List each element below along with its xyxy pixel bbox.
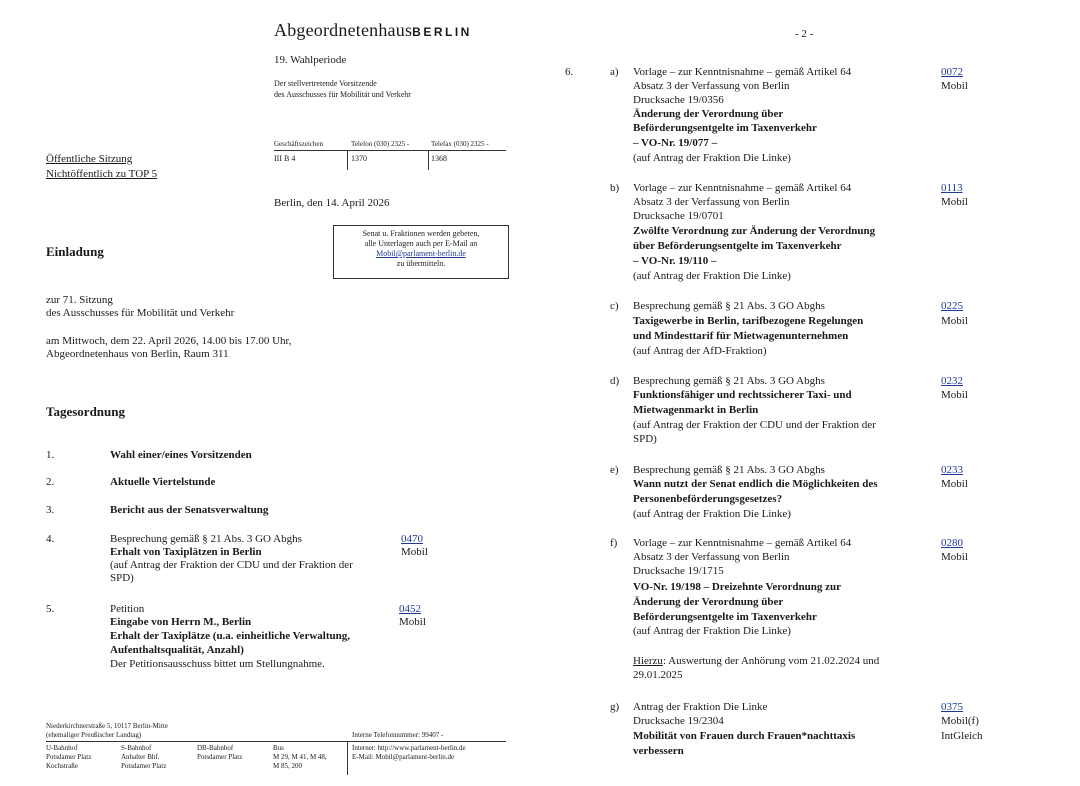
item6a-bold1: Änderung der Verordnung über [633, 108, 784, 120]
agenda-item5-bold3: Aufenthaltsqualität, Anzahl) [110, 644, 244, 656]
footer-intern-phone: Interne Telefonnummer: 99407 - [352, 731, 444, 739]
agenda-item3-title: Bericht aus der Senatsverwaltung [110, 504, 269, 516]
item6a-line7: (auf Antrag der Fraktion Die Linke) [633, 152, 791, 164]
agenda-item5-bold2: Erhalt der Taxiplätze (u.a. einheitliche Verwaltung, [110, 630, 350, 642]
agenda-item5-committee: Mobil [399, 616, 426, 628]
footer-rule [46, 741, 506, 742]
footer-bus-a: M 29, M 41, M 48, [273, 753, 327, 761]
agenda-item5-num: 5. [46, 603, 55, 615]
item6a-line2: Absatz 3 der Verfassung von Berlin [633, 80, 790, 92]
item6f-hierzu-label: Hierzu [633, 655, 663, 667]
item6b-line2: Absatz 3 der Verfassung von Berlin [633, 196, 790, 208]
agenda-title: Tagesordnung [46, 404, 125, 419]
item6e-line4: (auf Antrag der Fraktion Die Linke) [633, 508, 791, 520]
ref-col2-value: 1370 [351, 154, 367, 163]
item6c-label: c) [610, 300, 619, 312]
item6b-line1: Vorlage – zur Kenntnisnahme – gemäß Artikel 64 [633, 182, 852, 194]
footer-internet: Internet: http://www.parlament-berlin.de [352, 744, 466, 752]
item6f-committee: Mobil [941, 551, 968, 563]
agenda-item1-title: Wahl einer/eines Vorsitzenden [110, 449, 252, 461]
footer-ubahn-b: Kochstraße [46, 762, 78, 770]
item6f-label: f) [610, 537, 618, 549]
item6f-bold3: Beförderungsentgelte im Taxenverkehr [633, 611, 817, 623]
footer-address1: Niederkirchnerstraße 5, 10117 Berlin-Mitte [46, 722, 168, 730]
item6f-ref-link[interactable]: 0280 [941, 537, 963, 549]
brand-main: Abgeordnetenhaus [274, 20, 413, 40]
item6c-bold1: Taxigewerbe in Berlin, tarifbezogene Regelungen [633, 315, 864, 327]
footer-db-head: DB-Bahnhof [197, 744, 234, 752]
item6f-bold2: Änderung der Verordnung über [633, 596, 784, 608]
item6b-line7: (auf Antrag der Fraktion Die Linke) [633, 270, 791, 282]
item6e-bold1: Wann nutzt der Senat endlich die Möglichkeiten des [633, 478, 878, 490]
item6a-label: a) [610, 66, 619, 78]
item6c-ref-link[interactable]: 0225 [941, 300, 963, 312]
agenda-item4-ref-link[interactable]: 0470 [401, 533, 423, 545]
agenda-item4-line3: (auf Antrag der Fraktion der CDU und der Fraktion der [110, 559, 353, 571]
agenda-item3-num: 3. [46, 504, 55, 516]
invitation-title: Einladung [46, 244, 104, 259]
item6b-label: b) [610, 182, 620, 194]
invitation-line4: Abgeordnetenhaus von Berlin, Raum 311 [46, 348, 229, 360]
item6d-bold1: Funktionsfähiger und rechtssicherer Taxi- und [633, 389, 852, 401]
item6g-ref-link[interactable]: 0375 [941, 701, 963, 713]
item6e-label: e) [610, 464, 619, 476]
item6e-line1: Besprechung gemäß § 21 Abs. 3 GO Abghs [633, 464, 825, 476]
footer-bus-head: Bus [273, 744, 284, 752]
agenda-item2-num: 2. [46, 476, 55, 488]
item6f-line1: Vorlage – zur Kenntnisnahme – gemäß Artikel 64 [633, 537, 852, 549]
agenda-item5-ref-link[interactable]: 0452 [399, 603, 421, 615]
item6b-committee: Mobil [941, 196, 968, 208]
item6g-committee2: IntGleich [941, 730, 983, 742]
item6d-line5: SPD) [633, 433, 657, 445]
footer-db-a: Potsdamer Platz [197, 753, 243, 761]
item6f-line7: (auf Antrag der Fraktion Die Linke) [633, 625, 791, 637]
item6b-bold2: über Beförderungsentgelte im Taxenverkehr [633, 240, 842, 252]
notice-line1: Senat u. Fraktionen werden gebeten, [362, 229, 480, 238]
item6b-ref-link[interactable]: 0113 [941, 182, 963, 194]
item6f-bold1: VO-Nr. 19/198 – Dreizehnte Verordnung zur [633, 581, 841, 593]
item6g-committee: Mobil(f) [941, 715, 979, 727]
item6b-line3: Drucksache 19/0701 [633, 210, 724, 222]
item6f-hierzu-text: : Auswertung der Anhörung vom 21.02.2024 und [662, 655, 880, 667]
item6d-label: d) [610, 375, 620, 387]
item6a-ref-link[interactable]: 0072 [941, 66, 963, 78]
item6g-label: g) [610, 701, 620, 713]
agenda-item4-line4: SPD) [110, 572, 134, 584]
item6c-line4: (auf Antrag der AfD-Fraktion) [633, 345, 767, 357]
ref-col2-label: Telefon (030) 2325 - [351, 140, 410, 148]
place-date: Berlin, den 14. April 2026 [274, 197, 390, 209]
item6a-bold2: Beförderungsentgelte im Taxenverkehr [633, 122, 817, 134]
item6e-bold2: Personenbeförderungsgesetzes? [633, 493, 783, 505]
agenda-item5-line1: Petition [110, 603, 145, 615]
item6g-bold1: Mobilität von Frauen durch Frauen*nachttaxis [633, 730, 856, 742]
invitation-line3: am Mittwoch, dem 22. April 2026, 14.00 bis 17.00 Uhr, [46, 335, 292, 347]
footer-ubahn-head: U-Bahnhof [46, 744, 78, 752]
letterhead-brand [274, 20, 472, 41]
item6d-committee: Mobil [941, 389, 968, 401]
agenda-item4-committee: Mobil [401, 546, 428, 558]
item6e-ref-link[interactable]: 0233 [941, 464, 963, 476]
item6g-line1: Antrag der Fraktion Die Linke [633, 701, 768, 713]
sender-line2: des Ausschusses für Mobilität und Verkehr [274, 90, 411, 99]
item6a-line3: Drucksache 19/0356 [633, 94, 724, 106]
ref-table-rule [274, 150, 506, 151]
item6a-committee: Mobil [941, 80, 968, 92]
sender-line1: Der stellvertretende Vorsitzende [274, 79, 377, 88]
notice-box [333, 225, 509, 279]
item6c-bold2: und Mindesttarif für Mietwagenunternehmen [633, 330, 849, 342]
item6g-bold2: verbessern [633, 745, 684, 757]
ref-col1-label: Geschäftszeichen [274, 140, 323, 148]
invitation-line2: des Ausschusses für Mobilität und Verkehr [46, 307, 235, 319]
item6a-bold3: – VO-Nr. 19/077 – [633, 137, 718, 149]
footer-sbahn-head: S-Bahnhof [121, 744, 152, 752]
invitation-line1: zur 71. Sitzung [46, 294, 113, 306]
footer-address2: (ehemaliger Preußischer Landtag) [46, 731, 142, 739]
footer-bus-b: M 85, 200 [273, 762, 302, 770]
ref-table-sep2 [428, 150, 429, 170]
ref-col1-value: III B 4 [274, 154, 296, 163]
item6d-bold2: Mietwagenmarkt in Berlin [633, 404, 759, 416]
item6c-line1: Besprechung gemäß § 21 Abs. 3 GO Abghs [633, 300, 825, 312]
footer-sbahn-a: Anhalter Bhf. [121, 753, 160, 761]
item6b-bold3: – VO-Nr. 19/110 – [633, 255, 717, 267]
item6e-committee: Mobil [941, 478, 968, 490]
period: 19. Wahlperiode [274, 54, 347, 66]
agenda-item5-bold1: Eingabe von Herrn M., Berlin [110, 616, 252, 628]
item6a-line1: Vorlage – zur Kenntnisnahme – gemäß Artikel 64 [633, 66, 852, 78]
footer-sbahn-b: Potsdamer Platz [121, 762, 167, 770]
page-number: - 2 - [795, 28, 814, 40]
item6f-line2: Absatz 3 der Verfassung von Berlin [633, 551, 790, 563]
item6c-committee: Mobil [941, 315, 968, 327]
agenda-item4-num: 4. [46, 533, 55, 545]
public-session-label: Öffentliche Sitzung [46, 153, 133, 165]
agenda-item5-line5: Der Petitionsausschuss bittet um Stellungnahme. [110, 658, 325, 670]
notice-line2: alle Unterlagen auch per E-Mail an [364, 239, 478, 248]
brand-berlin: BERLIN [412, 25, 472, 39]
agenda-item2-title: Aktuelle Viertelstunde [110, 476, 216, 488]
agenda-item1-num: 1. [46, 449, 55, 461]
agenda-item4-bold1: Erhalt von Taxiplätzen in Berlin [110, 546, 262, 558]
item6f-line3: Drucksache 19/1715 [633, 565, 724, 577]
notice-email-link[interactable]: Mobil@parlament-berlin.de [376, 249, 466, 258]
item6d-ref-link[interactable]: 0232 [941, 375, 963, 387]
item6b-bold1: Zwölfte Verordnung zur Änderung der Verordnung [633, 225, 876, 237]
footer-email: E-Mail: Mobil@parlament-berlin.de [352, 753, 455, 761]
agenda-item4-line1: Besprechung gemäß § 21 Abs. 3 GO Abghs [110, 533, 302, 545]
footer-sep [347, 741, 348, 775]
item6f-hierzu [633, 654, 879, 668]
agenda-item6-num: 6. [565, 66, 574, 78]
notice-line4: zu übermitteln. [396, 259, 446, 268]
item6f-hierzu-line2: 29.01.2025 [633, 669, 683, 681]
item6d-line4: (auf Antrag der Fraktion der CDU und der Fraktion der [633, 419, 876, 431]
ref-col3-label: Telefax (030) 2325 - [431, 140, 489, 148]
item6d-line1: Besprechung gemäß § 21 Abs. 3 GO Abghs [633, 375, 825, 387]
footer-ubahn-a: Potsdamer Platz [46, 753, 92, 761]
private-session-label: Nichtöffentlich zu TOP 5 [46, 168, 158, 180]
ref-col3-value: 1368 [431, 154, 447, 163]
ref-table-sep1 [347, 150, 348, 170]
item6g-line2: Drucksache 19/2304 [633, 715, 724, 727]
